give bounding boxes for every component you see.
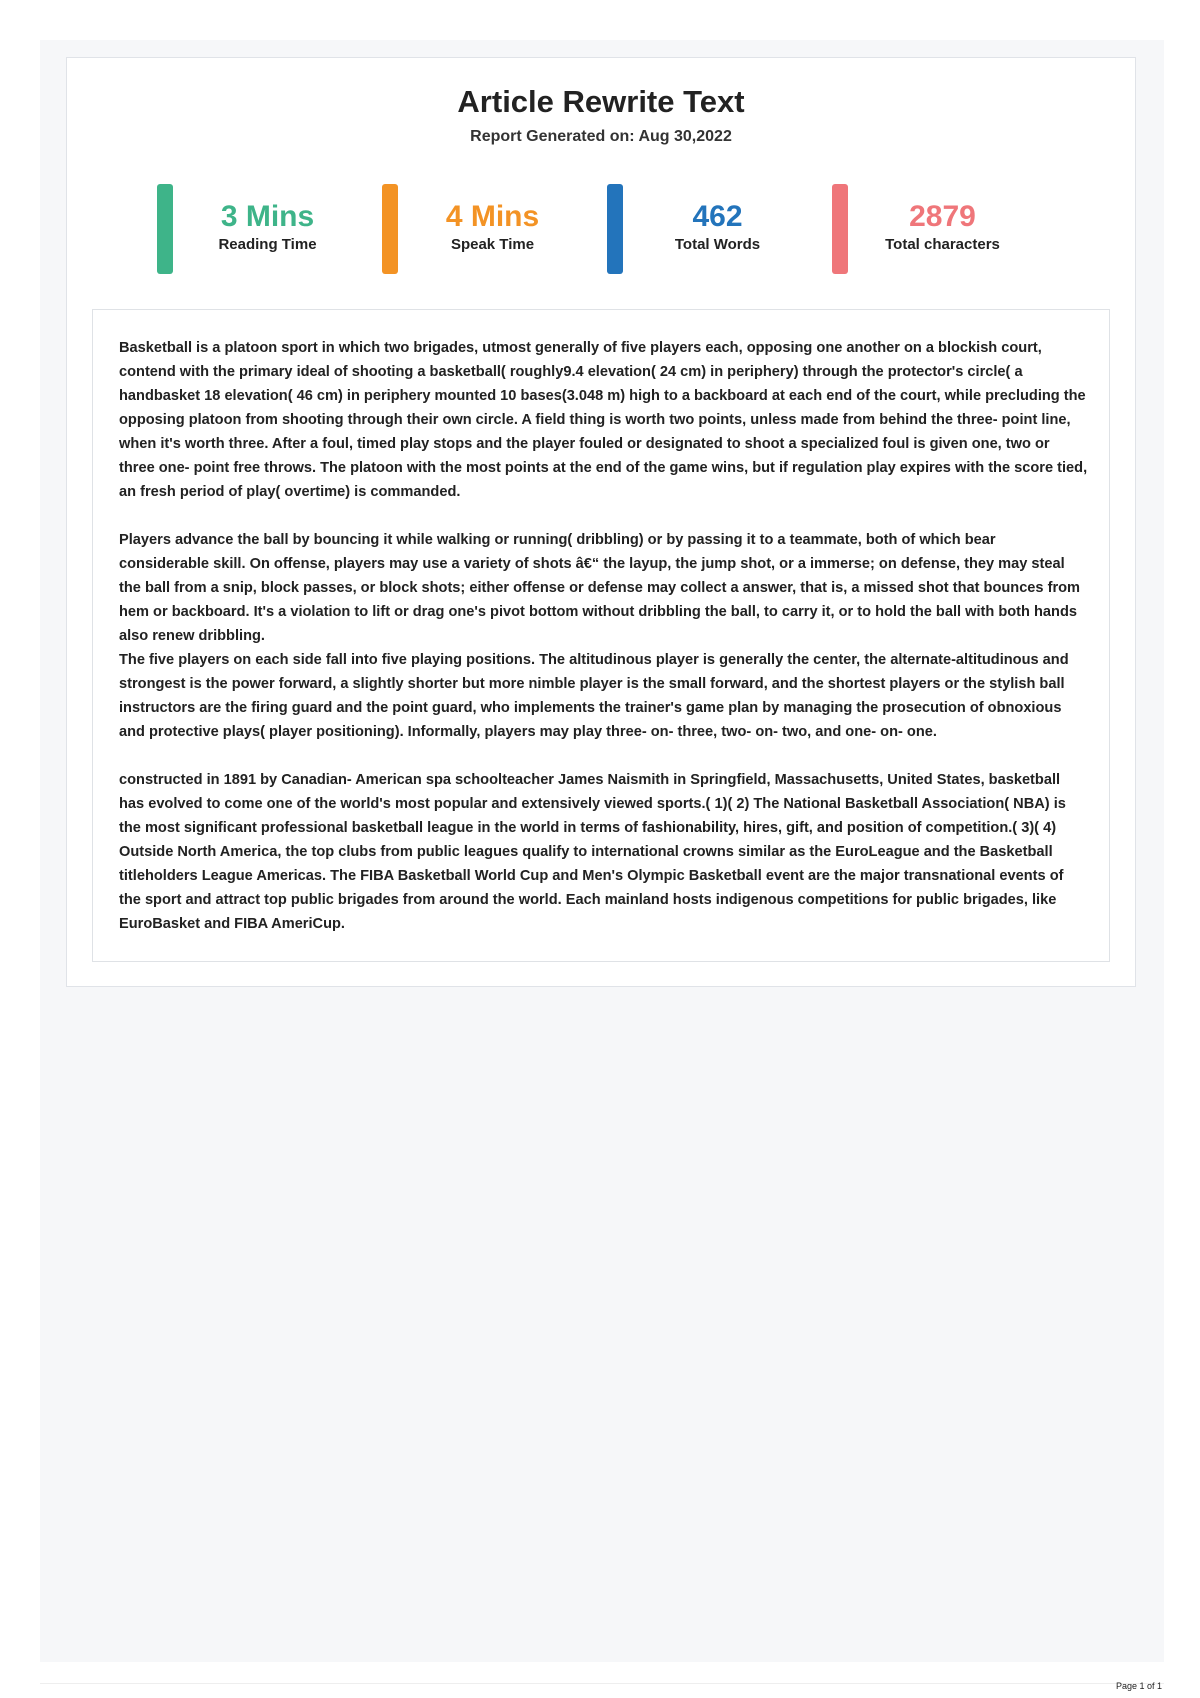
stat-total-words: [607, 184, 812, 274]
stats-row: [157, 184, 1057, 274]
article-text: [119, 336, 1089, 936]
article-box: [92, 309, 1110, 962]
stat-value: 4 Mins: [445, 200, 540, 233]
stat-accent-bar: [832, 184, 848, 274]
stat-accent-bar: [607, 184, 623, 274]
stat-label: Speak Time: [450, 236, 535, 253]
stat-value: 3 Mins: [220, 200, 315, 233]
article-paragraph: constructed in 1891 by Canadian- American spa schoolteacher James Naismith in Springfield, Massachusetts, United States, basketball has evolved to come one of the world's most popular and extensively viewed sports.( 1)( 2) The National Basketball Association( NBA) is the most significant professional basketball league in the world in terms of fashionability, hires, gift, and position of competition.( 3)( 4) Outside North America, the top clubs from public leagues qualify to international crowns similar as the EuroLeague and the Basketball titleholders League Americas. The FIBA Basketball World Cup and Men's Olympic Basketball event are the major transnational events of the sport and attract top public brigades from around the world. Each mainland hosts indigenous competitions for public brigades, like EuroBasket and FIBA AmeriCup.: [119, 772, 1066, 932]
stat-value: 462: [692, 200, 743, 233]
stat-accent-bar: [382, 184, 398, 274]
stat-label: Total Words: [674, 236, 761, 253]
article-paragraph: The five players on each side fall into five playing positions. The altitudinous player is generally the center, the alternate-altitudinous and strongest is the power forward, a slightly shorter but more nimble player is the small forward, and the shortest players or the stylish ball instructors are the firing guard and the point guard, who implements the trainer's game plan by managing the prosecution of obnoxious and protective plays( player positioning). Informally, players may play three- on- three, two- on- two, and one- on- one.: [119, 652, 1069, 740]
footer-divider: [40, 1683, 1164, 1684]
stat-label: Reading Time: [218, 236, 317, 253]
stat-value: 2879: [909, 200, 976, 233]
report-date: Report Generated on: Aug 30,2022: [470, 128, 732, 145]
report-title: Article Rewrite Text: [457, 84, 745, 119]
stat-accent-bar: [157, 184, 173, 274]
stat-speak-time: [382, 184, 587, 274]
report-card: [66, 57, 1136, 987]
stat-total-characters: [832, 184, 1037, 274]
article-paragraph: Players advance the ball by bouncing it while walking or running( dribbling) or by passing it to a teammate, both of which bear considerable skill. On offense, players may use a variety of shots â€“ the layup, the jump shot, or a immerse; on defense, they may steal the ball from a snip, block passes, or block shots; either offense or defense may collect a answer, that is, a missed shot that bounces from hem or backboard. It's a violation to lift or drag one's pivot bottom without dribbling the ball, to carry it, or to hold the ball with both hands also renew dribbling.: [119, 532, 1081, 644]
stat-label: Total characters: [885, 236, 1000, 253]
page-number: Page 1 of 1: [1115, 1681, 1162, 1691]
stat-reading-time: [157, 184, 362, 274]
article-paragraph: Basketball is a platoon sport in which two brigades, utmost generally of five players each, opposing one another on a blockish court, contend with the primary ideal of shooting a basketball( roughly9.4 elevation( 24 cm) in periphery) through the protector's circle( a handbasket 18 elevation( 46 cm) in periphery mounted 10 bases(3.048 m) high to a backboard at each end of the court, while precluding the opposing platoon from shooting through their own circle. A field thing is worth two points, unless made from behind the three- point line, when it's worth three. After a foul, timed play stops and the player fouled or designated to shoot a specialized foul is given one, two or three one- point free throws. The platoon with the most points at the end of the game wins, but if regulation play expires with the score tied, an fresh period of play( overtime) is commanded.: [119, 340, 1088, 500]
